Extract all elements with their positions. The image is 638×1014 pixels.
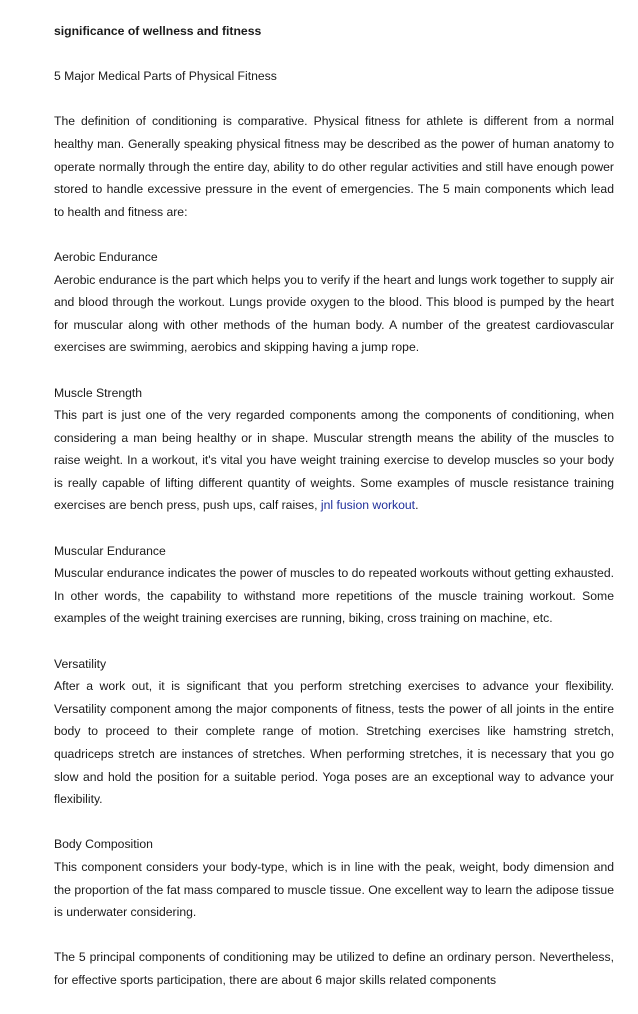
section-heading: Muscle Strength (54, 385, 143, 400)
section-aerobic-endurance (54, 246, 614, 359)
section-body-composition (54, 833, 614, 923)
section-body-trailing: . (415, 498, 419, 513)
section-muscle-strength (54, 382, 614, 518)
section-body-text: This part is just one of the very regarded components among the components of conditioning, when considering a man being healthy or in shape. Muscular strength means the ability of the muscles to raise weight. In a workout, it's vital you have weight training exercise to develop muscles so your body is really capable of lifting different quantity of weights. Some examples of muscle resistance training exercises are bench press, push ups, calf raises, (54, 408, 614, 513)
intro-paragraph: The definition of conditioning is comparative. Physical fitness for athlete is different from a normal healthy man. Generally speaking physical fitness may be described as the power of human anatomy to operate normally through the entire day, ability to do other regular activities and still have enough power stored to handle excessive pressure in the event of emergencies. The 5 main components which lead to health and fitness are: (54, 114, 614, 219)
section-heading: Muscular Endurance (54, 543, 166, 558)
section-heading: Versatility (54, 656, 107, 671)
section-heading: Aerobic Endurance (54, 249, 158, 264)
section-body: Muscular endurance indicates the power of muscles to do repeated workouts without getting exhausted. In other words, the capability to withstand more repetitions of the muscle training workout. Some examples of the weight training exercises are running, biking, cross training on machine, etc. (54, 566, 614, 626)
closing-paragraph: The 5 principal components of conditioning may be utilized to define an ordinary person. Nevertheless, for effective sports participation, there are about 6 major skills related components (54, 950, 614, 987)
section-body: After a work out, it is significant that you perform stretching exercises to advance your flexibility. Versatility component among the major components of fitness, tests the power of all joints in the entire body to proceed to their complete range of motion. Stretching exercises like hamstring stretch, quadriceps stretch are instances of stretches. When performing stretches, it is necessary that you go slow and hold the position for a suitable period. Yoga poses are an exceptional way to advance your flexibility. (54, 679, 614, 807)
section-body-with-link (54, 404, 614, 517)
section-body: Aerobic endurance is the part which helps you to verify if the heart and lungs work together to supply air and blood through the workout. Lungs provide oxygen to the blood. This blood is pumped by the heart for muscular along with other methods of the human body. A number of the greatest cardiovascular exercises are swimming, aerobics and skipping having a jump rope. (54, 272, 614, 355)
section-heading: Body Composition (54, 837, 153, 852)
document-page (54, 20, 614, 1014)
section-versatility (54, 653, 614, 811)
section-body: This component considers your body-type, which is in line with the peak, weight, body dimension and the proportion of the fat mass compared to muscle tissue. One excellent way to learn the adipose tissue is underwater considering. (54, 859, 614, 920)
section-muscular-endurance (54, 540, 614, 630)
document-subtitle: 5 Major Medical Parts of Physical Fitness (54, 69, 277, 84)
document-title: significance of wellness and fitness (54, 24, 262, 38)
jnl-fusion-workout-link[interactable]: jnl fusion workout (320, 498, 416, 513)
